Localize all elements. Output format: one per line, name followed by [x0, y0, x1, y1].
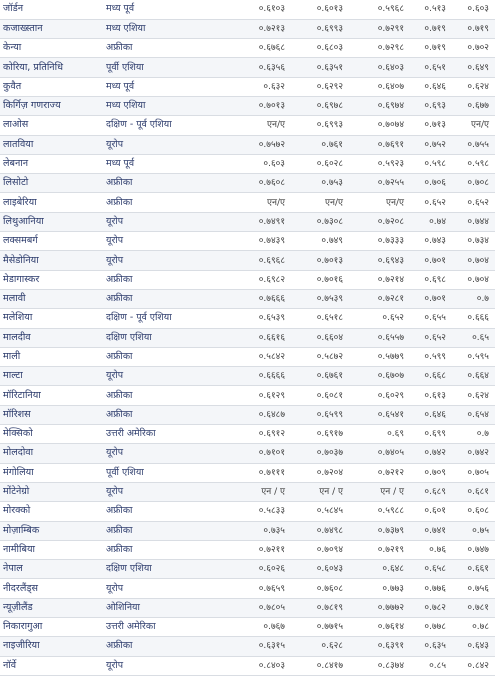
value-cell: ०.६२८: [291, 637, 349, 656]
value-cell: ०.६३१५: [235, 637, 291, 656]
value-cell: ०.७५२: [410, 135, 452, 154]
table-row: [0, 637, 495, 656]
value-cell: ०.६९७४: [349, 96, 410, 115]
country-cell: माल्टा: [0, 367, 103, 386]
value-cell: ०.६६४: [452, 367, 495, 386]
value-cell: ०.६५८: [410, 560, 452, 579]
value-cell: ०.७३३३: [349, 232, 410, 251]
value-cell: ०.७४०५: [349, 444, 410, 463]
value-cell: ०.७२०८: [349, 212, 410, 231]
value-cell: ०.७४९८: [291, 521, 349, 540]
value-cell: ०.५९२३: [349, 154, 410, 173]
value-cell: ०.६९१२: [235, 425, 291, 444]
value-cell: ०.६८०३: [291, 39, 349, 58]
country-cell: मेडागास्कर: [0, 270, 103, 289]
value-cell: ०.७२१४: [349, 270, 410, 289]
value-cell: ०.७१११: [235, 463, 291, 482]
value-cell: ०.७२११: [235, 540, 291, 559]
value-cell: ०.७०५: [452, 463, 495, 482]
value-cell: ०.६५: [452, 328, 495, 347]
value-cell: ०.५९५: [452, 347, 495, 366]
value-cell: ०.७८०५: [235, 598, 291, 617]
table-row: [0, 656, 495, 675]
value-cell: ०.५९८८: [349, 502, 410, 521]
value-cell: ०.६०३: [235, 154, 291, 173]
country-cell: मेक्सिको: [0, 425, 103, 444]
value-cell: ०.६३५१: [291, 58, 349, 77]
value-cell: ०.८४०३: [235, 656, 291, 675]
country-cell: मालदीव: [0, 328, 103, 347]
value-cell: ०.७०२: [452, 39, 495, 58]
value-cell: ०.७०६: [410, 174, 452, 193]
value-cell: ०.६९७८: [291, 96, 349, 115]
value-cell: ०.६४८७: [235, 405, 291, 424]
region-cell: अफ्रीका: [103, 405, 235, 424]
country-cell: लेबनान: [0, 154, 103, 173]
region-cell: मध्य पूर्व: [103, 154, 235, 173]
value-cell: ०.६४३: [452, 637, 495, 656]
value-cell: ०.६९९३: [291, 116, 349, 135]
value-cell: ०.८५: [410, 656, 452, 675]
region-cell: मध्य एशिया: [103, 19, 235, 38]
country-cell: मॉरिटानिया: [0, 386, 103, 405]
value-cell: ०.५८७२: [291, 347, 349, 366]
value-cell: ०.५९८: [410, 154, 452, 173]
value-cell: ०.७: [452, 425, 495, 444]
region-cell: अफ्रीका: [103, 270, 235, 289]
value-cell: ०.६९३: [410, 96, 452, 115]
table-row: [0, 232, 495, 251]
value-cell: ०.७६०८: [235, 174, 291, 193]
value-cell: एन / ए: [235, 482, 291, 501]
value-cell: एन/ए: [291, 193, 349, 212]
region-cell: यूरोप: [103, 444, 235, 463]
value-cell: ०.६६६६: [235, 367, 291, 386]
value-cell: ०.७६०८: [291, 579, 349, 598]
country-cell: निकारागुआ: [0, 618, 103, 637]
value-cell: ०.७१९: [410, 39, 452, 58]
value-cell: ०.६४०७: [349, 77, 410, 96]
value-cell: ०.७०४: [452, 270, 495, 289]
value-cell: ०.७२१९: [349, 540, 410, 559]
region-cell: अफ्रीका: [103, 637, 235, 656]
value-cell: ०.६७६८: [235, 39, 291, 58]
value-cell: ०.७३५: [235, 521, 291, 540]
region-cell: अफ्रीका: [103, 289, 235, 308]
value-cell: ०.६९६८: [235, 251, 291, 270]
table-row: [0, 154, 495, 173]
value-cell: ०.६४६: [410, 77, 452, 96]
table-row: [0, 96, 495, 115]
table-row: [0, 212, 495, 231]
value-cell: ०.६१३: [410, 386, 452, 405]
value-cell: ०.७३०८: [291, 212, 349, 231]
value-cell: ०.७५७२: [235, 135, 291, 154]
value-cell: ०.७४२: [452, 444, 495, 463]
value-cell: ०.७४९१: [235, 212, 291, 231]
country-cell: किर्गिज़ गणराज्य: [0, 96, 103, 115]
value-cell: ०.६९१७: [291, 425, 349, 444]
region-cell: यूरोप: [103, 367, 235, 386]
value-cell: ०.६६१६: [235, 328, 291, 347]
value-cell: ०.७६१: [291, 135, 349, 154]
value-cell: ०.६७०७: [349, 367, 410, 386]
country-cell: मलावी: [0, 289, 103, 308]
value-cell: ०.५९९: [410, 347, 452, 366]
region-cell: यूरोप: [103, 482, 235, 501]
value-cell: ०.७०१: [410, 251, 452, 270]
table-row: [0, 309, 495, 328]
value-cell: ०.६५५: [410, 309, 452, 328]
country-cell: मोरक्को: [0, 502, 103, 521]
table-row: [0, 579, 495, 598]
value-cell: ०.६५४: [452, 405, 495, 424]
value-cell: ०.७६९१: [349, 135, 410, 154]
value-cell: ०.६६०४: [291, 328, 349, 347]
value-cell: ०.७२१३: [235, 19, 291, 38]
value-cell: ०.६६१: [452, 560, 495, 579]
value-cell: ०.६०३: [452, 0, 495, 19]
value-cell: ०.७२०४: [291, 463, 349, 482]
table-row: [0, 77, 495, 96]
value-cell: ०.६५२: [410, 193, 452, 212]
value-cell: ०.७४३: [410, 232, 452, 251]
region-cell: पूर्वी एशिया: [103, 463, 235, 482]
value-cell: ०.७२९१: [349, 19, 410, 38]
value-cell: ०.६९८: [410, 270, 452, 289]
value-cell: ०.६५१: [410, 58, 452, 77]
region-cell: यूरोप: [103, 251, 235, 270]
value-cell: ०.७०९: [410, 463, 452, 482]
region-cell: अफ्रीका: [103, 521, 235, 540]
value-cell: ०.७८१: [452, 598, 495, 617]
country-cell: नॉर्वे: [0, 656, 103, 675]
value-cell: ०.६९९: [410, 425, 452, 444]
country-cell: माली: [0, 347, 103, 366]
value-cell: ०.७४१: [410, 521, 452, 540]
country-cell: लाइबेरिया: [0, 193, 103, 212]
value-cell: ०.६५९९: [291, 405, 349, 424]
value-cell: ०.७६५९: [235, 579, 291, 598]
region-cell: अफ्रीका: [103, 347, 235, 366]
table-row: [0, 560, 495, 579]
value-cell: ०.७१३: [410, 116, 452, 135]
value-cell: ०.६९४३: [349, 251, 410, 270]
value-cell: ०.५७७९: [349, 347, 410, 366]
region-cell: यूरोप: [103, 135, 235, 154]
value-cell: ०.७४९: [291, 232, 349, 251]
region-cell: ओशिनिया: [103, 598, 235, 617]
region-cell: दक्षिण एशिया: [103, 560, 235, 579]
region-cell: अफ्रीका: [103, 386, 235, 405]
value-cell: ०.७०१३: [291, 251, 349, 270]
table-row: [0, 463, 495, 482]
table-row: [0, 135, 495, 154]
value-cell: ०.७४४: [452, 212, 495, 231]
table-row: [0, 444, 495, 463]
value-cell: ०.७५६: [452, 579, 495, 598]
value-cell: ०.५८४२: [235, 347, 291, 366]
region-cell: अफ्रीका: [103, 174, 235, 193]
table-row: [0, 193, 495, 212]
table-row: [0, 598, 495, 617]
region-cell: दक्षिण - पूर्व एशिया: [103, 116, 235, 135]
table-row: [0, 347, 495, 366]
region-cell: अफ्रीका: [103, 540, 235, 559]
value-cell: ०.६१२९: [235, 386, 291, 405]
table-row: [0, 367, 495, 386]
value-cell: ०.७७८: [410, 618, 452, 637]
value-cell: ०.६८१: [452, 482, 495, 501]
value-cell: ०.५१३: [410, 0, 452, 19]
value-cell: एन/ए: [235, 193, 291, 212]
value-cell: ०.५९६८: [349, 0, 410, 19]
value-cell: ०.७२८१: [349, 289, 410, 308]
value-cell: ०.८४१७: [291, 656, 349, 675]
value-cell: ०.६२४: [452, 386, 495, 405]
table-row: [0, 0, 495, 19]
value-cell: ०.६०२८: [291, 154, 349, 173]
value-cell: ०.७४: [410, 212, 452, 231]
value-cell: ०.७०७४: [349, 116, 410, 135]
value-cell: ०.६३९१: [349, 637, 410, 656]
country-cell: लातविया: [0, 135, 103, 154]
value-cell: ०.७६७: [235, 618, 291, 637]
value-cell: एन/ए: [349, 193, 410, 212]
table-row: [0, 618, 495, 637]
value-cell: ०.७३७९: [349, 521, 410, 540]
table-row: [0, 58, 495, 77]
value-cell: ०.७०८: [452, 174, 495, 193]
region-cell: मध्य पूर्व: [103, 77, 235, 96]
value-cell: ०.६४०३: [349, 58, 410, 77]
value-cell: ०.७०१: [410, 289, 452, 308]
value-cell: ०.७०१३: [235, 96, 291, 115]
table-row: [0, 328, 495, 347]
table-row: [0, 521, 495, 540]
country-cell: नाइजीरिया: [0, 637, 103, 656]
value-cell: ०.७१९: [410, 19, 452, 38]
value-cell: ०.८३७४: [349, 656, 410, 675]
table-row: [0, 251, 495, 270]
country-cell: न्यूज़ीलैंड: [0, 598, 103, 617]
value-cell: ०.६९८२: [235, 270, 291, 289]
value-cell: ०.७६१४: [349, 618, 410, 637]
value-cell: ०.७१९: [452, 19, 495, 38]
value-cell: ०.६०२६: [235, 560, 291, 579]
value-cell: ०.६४८: [349, 560, 410, 579]
value-cell: ०.६०१: [410, 502, 452, 521]
value-cell: ०.६७७: [452, 96, 495, 115]
value-cell: ०.५८३३: [235, 502, 291, 521]
value-cell: ०.७४२: [410, 444, 452, 463]
value-cell: एन/ए: [235, 116, 291, 135]
region-cell: उत्तरी अमेरिका: [103, 618, 235, 637]
value-cell: ०.७८१९: [291, 598, 349, 617]
value-cell: ०.६३५६: [235, 58, 291, 77]
value-cell: ०.७७३: [349, 579, 410, 598]
value-cell: ०.६०४३: [291, 560, 349, 579]
value-cell: ०.७०१६: [291, 270, 349, 289]
value-cell: ०.६०८१: [291, 386, 349, 405]
region-cell: अफ्रीका: [103, 193, 235, 212]
value-cell: ०.६५४१: [349, 405, 410, 424]
table-row: [0, 425, 495, 444]
value-cell: ०.७०९४: [291, 540, 349, 559]
value-cell: ०.५९८: [452, 154, 495, 173]
table-row: [0, 19, 495, 38]
region-cell: अफ्रीका: [103, 39, 235, 58]
region-cell: पूर्वी एशिया: [103, 58, 235, 77]
region-cell: यूरोप: [103, 232, 235, 251]
value-cell: ०.७४३९: [235, 232, 291, 251]
value-cell: एन / ए: [349, 482, 410, 501]
region-cell: उत्तरी अमेरिका: [103, 425, 235, 444]
region-cell: मध्य पूर्व: [103, 0, 235, 19]
value-cell: ०.६०८: [452, 502, 495, 521]
country-cell: जॉर्डन: [0, 0, 103, 19]
region-cell: अफ्रीका: [103, 502, 235, 521]
country-cell: मंगोलिया: [0, 463, 103, 482]
country-cell: लिसोटो: [0, 174, 103, 193]
value-cell: ०.६५२: [410, 328, 452, 347]
value-cell: ०.६९: [349, 425, 410, 444]
table-row: [0, 270, 495, 289]
region-cell: यूरोप: [103, 579, 235, 598]
value-cell: ०.७७७२: [349, 598, 410, 617]
country-cell: नेपाल: [0, 560, 103, 579]
value-cell: ०.६२४: [452, 77, 495, 96]
value-cell: ०.७३४: [452, 232, 495, 251]
value-cell: ०.७७१५: [291, 618, 349, 637]
value-cell: ०.७०४: [452, 251, 495, 270]
country-cell: नामीबिया: [0, 540, 103, 559]
table-row: [0, 405, 495, 424]
country-cell: मैसेडोनिया: [0, 251, 103, 270]
value-cell: ०.६३२: [235, 77, 291, 96]
table-row: [0, 386, 495, 405]
value-cell: ०.७८२: [410, 598, 452, 617]
value-cell: ०.६५२: [349, 309, 410, 328]
value-cell: ०.७: [452, 289, 495, 308]
value-cell: ०.६०२९: [349, 386, 410, 405]
region-cell: दक्षिण एशिया: [103, 328, 235, 347]
table-row: [0, 116, 495, 135]
value-cell: ०.७५३: [291, 174, 349, 193]
region-cell: मध्य एशिया: [103, 96, 235, 115]
value-cell: ०.७५३९: [291, 289, 349, 308]
country-cell: नीदरलैंड्स: [0, 579, 103, 598]
value-cell: ०.६५३९: [235, 309, 291, 328]
value-cell: एन/ए: [452, 116, 495, 135]
value-cell: ०.६१०३: [235, 0, 291, 19]
country-cell: मोंटेनेग्रो: [0, 482, 103, 501]
value-cell: ०.७२९८: [349, 39, 410, 58]
region-cell: यूरोप: [103, 656, 235, 675]
value-cell: ०.६०१३: [291, 0, 349, 19]
table-row: [0, 174, 495, 193]
value-cell: ०.७५५: [452, 135, 495, 154]
value-cell: ०.६५५७: [349, 328, 410, 347]
table-row: [0, 482, 495, 501]
value-cell: ०.६७६१: [291, 367, 349, 386]
value-cell: ०.६८९: [410, 482, 452, 501]
value-cell: ०.६५१८: [291, 309, 349, 328]
value-cell: ०.८४२: [452, 656, 495, 675]
value-cell: ०.६४६: [410, 405, 452, 424]
table-row: [0, 289, 495, 308]
region-cell: यूरोप: [103, 212, 235, 231]
country-cell: मॉरिशस: [0, 405, 103, 424]
value-cell: ०.७२५५: [349, 174, 410, 193]
value-cell: ०.७०३७: [291, 444, 349, 463]
country-cell: लाओस: [0, 116, 103, 135]
value-cell: ०.७१०१: [235, 444, 291, 463]
country-cell: लिथुआनिया: [0, 212, 103, 231]
country-cell: कुवैत: [0, 77, 103, 96]
country-cell: लक्समबर्ग: [0, 232, 103, 251]
value-cell: ०.६६८: [410, 367, 452, 386]
country-cell: मलेशिया: [0, 309, 103, 328]
value-cell: ०.५८४५: [291, 502, 349, 521]
value-cell: ०.७७६: [410, 579, 452, 598]
value-cell: ०.६४९: [452, 58, 495, 77]
table-row: [0, 39, 495, 58]
value-cell: ०.७२१२: [349, 463, 410, 482]
value-cell: ०.७५: [452, 521, 495, 540]
country-cell: कोरिया, प्रतिनिधि: [0, 58, 103, 77]
value-cell: ०.६५२: [452, 193, 495, 212]
value-cell: ०.६६६: [452, 309, 495, 328]
country-cell: कजाख्स्तान: [0, 19, 103, 38]
table-row: [0, 540, 495, 559]
country-cell: मोलदोवा: [0, 444, 103, 463]
value-cell: ०.७८: [452, 618, 495, 637]
value-cell: ०.६३५: [410, 637, 452, 656]
value-cell: ०.६९९३: [291, 19, 349, 38]
value-cell: ०.७६६६: [235, 289, 291, 308]
value-cell: ०.७४७: [452, 540, 495, 559]
region-cell: दक्षिण - पूर्व एशिया: [103, 309, 235, 328]
country-cell: केन्या: [0, 39, 103, 58]
table-row: [0, 502, 495, 521]
value-cell: एन / ए: [291, 482, 349, 501]
country-cell: मोज़ाम्बिक: [0, 521, 103, 540]
value-cell: ०.७६: [410, 540, 452, 559]
value-cell: ०.६२९२: [291, 77, 349, 96]
